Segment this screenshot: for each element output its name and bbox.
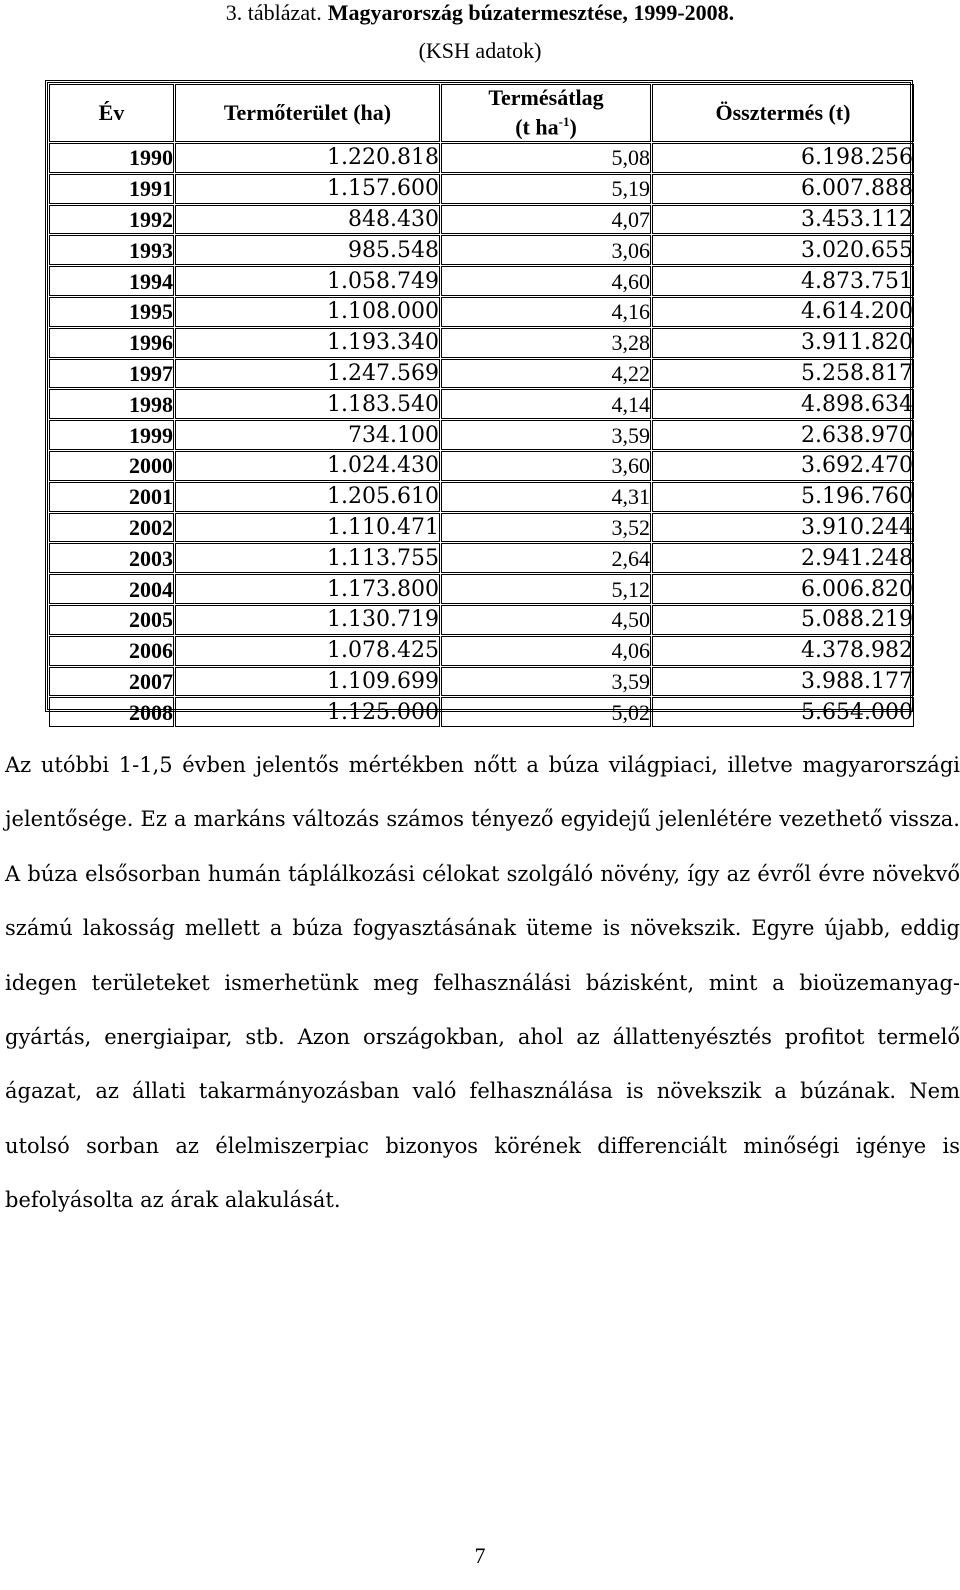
cell-total: 2.638.970 bbox=[652, 420, 914, 450]
cell-area: 1.113.755 bbox=[175, 543, 440, 573]
cell-yield: 3,52 bbox=[441, 513, 651, 543]
cell-year: 2006 bbox=[49, 636, 174, 666]
cell-total: 3.988.177 bbox=[652, 667, 914, 697]
header-yield-line2 bbox=[442, 110, 650, 139]
cell-total: 6.198.256 bbox=[652, 143, 914, 173]
cell-year: 1991 bbox=[49, 174, 174, 204]
cell-area: 1.109.699 bbox=[175, 667, 440, 697]
cell-total: 3.692.470 bbox=[652, 451, 914, 481]
cell-yield: 4,16 bbox=[441, 297, 651, 327]
table-row bbox=[49, 235, 914, 265]
cell-year: 2008 bbox=[49, 697, 174, 727]
cell-year: 2004 bbox=[49, 574, 174, 604]
cell-yield: 5,12 bbox=[441, 574, 651, 604]
table-row bbox=[49, 420, 914, 450]
table-row bbox=[49, 205, 914, 235]
table-caption-label: 3. táblázat. bbox=[225, 0, 322, 25]
table-row bbox=[49, 297, 914, 327]
cell-year: 2007 bbox=[49, 667, 174, 697]
table-header-row bbox=[49, 84, 914, 142]
cell-area: 1.110.471 bbox=[175, 513, 440, 543]
cell-total: 5.258.817 bbox=[652, 359, 914, 389]
cell-yield: 4,22 bbox=[441, 359, 651, 389]
cell-year: 1997 bbox=[49, 359, 174, 389]
table-body bbox=[49, 143, 914, 727]
cell-total: 5.088.219 bbox=[652, 605, 914, 635]
cell-total: 5.654.000 bbox=[652, 697, 914, 727]
cell-yield: 5,19 bbox=[441, 174, 651, 204]
cell-year: 1995 bbox=[49, 297, 174, 327]
cell-total: 4.378.982 bbox=[652, 636, 914, 666]
table-row bbox=[49, 636, 914, 666]
cell-area: 1.193.340 bbox=[175, 328, 440, 358]
cell-yield: 4,06 bbox=[441, 636, 651, 666]
cell-area: 1.125.000 bbox=[175, 697, 440, 727]
cell-yield: 4,60 bbox=[441, 266, 651, 296]
cell-area: 1.157.600 bbox=[175, 174, 440, 204]
page-number: 7 bbox=[474, 1543, 486, 1568]
header-year: Év bbox=[49, 84, 174, 142]
cell-year: 1994 bbox=[49, 266, 174, 296]
table-source: (KSH adatok) bbox=[418, 38, 542, 63]
table-row bbox=[49, 697, 914, 727]
cell-year: 1992 bbox=[49, 205, 174, 235]
cell-year: 1996 bbox=[49, 328, 174, 358]
cell-yield: 3,59 bbox=[441, 667, 651, 697]
header-yield-unit-suffix: ) bbox=[569, 114, 577, 140]
table-row bbox=[49, 451, 914, 481]
cell-area: 1.173.800 bbox=[175, 574, 440, 604]
header-yield-line1: Termésátlag bbox=[488, 85, 604, 111]
cell-area: 848.430 bbox=[175, 205, 440, 235]
cell-yield: 3,28 bbox=[441, 328, 651, 358]
cell-year: 2001 bbox=[49, 482, 174, 512]
table-row bbox=[49, 389, 914, 419]
table-row bbox=[49, 667, 914, 697]
cell-yield: 3,59 bbox=[441, 420, 651, 450]
cell-year: 2000 bbox=[49, 451, 174, 481]
cell-yield: 4,14 bbox=[441, 389, 651, 419]
header-area: Termőterület (ha) bbox=[175, 84, 440, 142]
cell-yield: 5,02 bbox=[441, 697, 651, 727]
cell-area: 1.024.430 bbox=[175, 451, 440, 481]
table-caption bbox=[0, 0, 960, 30]
cell-total: 5.196.760 bbox=[652, 482, 914, 512]
table-row bbox=[49, 605, 914, 635]
cell-area: 985.548 bbox=[175, 235, 440, 265]
cell-year: 1998 bbox=[49, 389, 174, 419]
cell-area: 1.205.610 bbox=[175, 482, 440, 512]
table-row bbox=[49, 328, 914, 358]
cell-yield: 4,50 bbox=[441, 605, 651, 635]
cell-yield: 4,07 bbox=[441, 205, 651, 235]
header-yield-unit-sup: -1 bbox=[558, 114, 570, 130]
cell-year: 1999 bbox=[49, 420, 174, 450]
cell-total: 4.614.200 bbox=[652, 297, 914, 327]
table-row bbox=[49, 143, 914, 173]
cell-area: 1.220.818 bbox=[175, 143, 440, 173]
cell-total: 4.898.634 bbox=[652, 389, 914, 419]
cell-year: 2002 bbox=[49, 513, 174, 543]
cell-area: 1.108.000 bbox=[175, 297, 440, 327]
cell-year: 2005 bbox=[49, 605, 174, 635]
cell-total: 3.911.820 bbox=[652, 328, 914, 358]
table-row bbox=[49, 266, 914, 296]
table-row bbox=[49, 543, 914, 573]
cell-total: 3.020.655 bbox=[652, 235, 914, 265]
table-row bbox=[49, 482, 914, 512]
cell-area: 1.058.749 bbox=[175, 266, 440, 296]
wheat-production-table bbox=[45, 80, 913, 725]
cell-year: 1993 bbox=[49, 235, 174, 265]
cell-area: 1.078.425 bbox=[175, 636, 440, 666]
cell-yield: 3,60 bbox=[441, 451, 651, 481]
cell-area: 734.100 bbox=[175, 420, 440, 450]
cell-total: 2.941.248 bbox=[652, 543, 914, 573]
cell-yield: 4,31 bbox=[441, 482, 651, 512]
table-row bbox=[49, 174, 914, 204]
cell-area: 1.183.540 bbox=[175, 389, 440, 419]
cell-year: 2003 bbox=[49, 543, 174, 573]
table-row bbox=[49, 359, 914, 389]
cell-yield: 2,64 bbox=[441, 543, 651, 573]
cell-total: 6.007.888 bbox=[652, 174, 914, 204]
table-caption-title: Magyarország búzatermesztése, 1999-2008. bbox=[327, 0, 735, 25]
cell-total: 4.873.751 bbox=[652, 266, 914, 296]
header-total: Össztermés (t) bbox=[652, 84, 914, 142]
body-paragraph: Az utóbbi 1-1,5 évben jelentős mértékben nőtt a búza világpiaci, illetve magyarországi jelentősége. Ez a markáns változás számos tényező egyidejű jelenlétére vezethető vissza. A búza elsősorban humán táplálkozási célokat szolgáló növény, így az évről évre növekvő számú lakosság mellett a búza fogyasztásának üteme is növekszik. Egyre újabb, eddig idegen területeket ismerhetünk meg felhasználási bázisként, mint a bioüzemanyag-gyártás, energiaipar, stb. Azon országokban, ahol az állattenyésztés profitot termelő ágazat, az állati takarmányozásban való felhasználása is növekszik a búzának. Nem utolsó sorban az élelmiszerpiac bizonyos körének differenciált minőségi igénye is befolyásolta az árak alakulását. bbox=[5, 753, 960, 1213]
cell-total: 6.006.820 bbox=[652, 574, 914, 604]
cell-yield: 5,08 bbox=[441, 143, 651, 173]
header-yield-unit-prefix: (t ha bbox=[515, 114, 559, 140]
data-table bbox=[48, 83, 915, 728]
cell-total: 3.453.112 bbox=[652, 205, 914, 235]
table-row bbox=[49, 574, 914, 604]
header-yield bbox=[441, 84, 651, 142]
cell-year: 1990 bbox=[49, 143, 174, 173]
cell-yield: 3,06 bbox=[441, 235, 651, 265]
cell-total: 3.910.244 bbox=[652, 513, 914, 543]
table-row bbox=[49, 513, 914, 543]
cell-area: 1.247.569 bbox=[175, 359, 440, 389]
cell-area: 1.130.719 bbox=[175, 605, 440, 635]
